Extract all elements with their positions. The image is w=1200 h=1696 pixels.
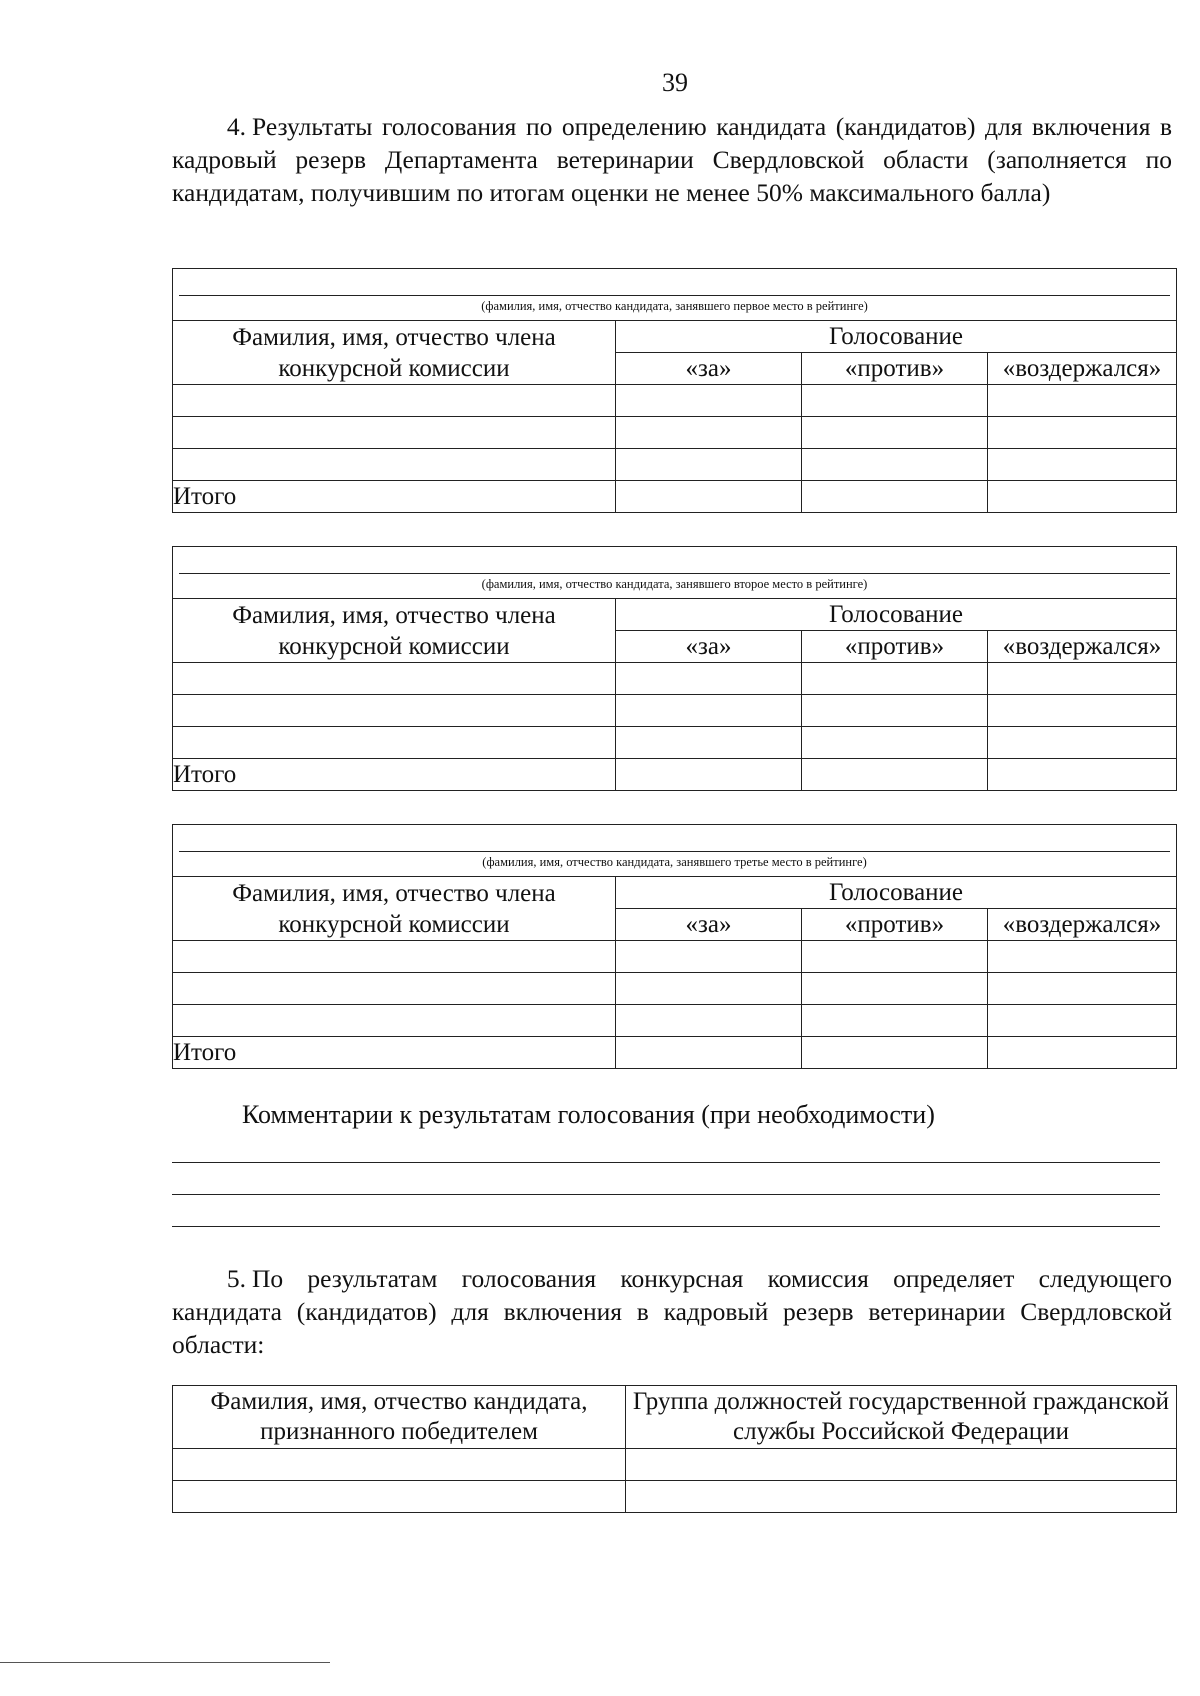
table-row <box>173 663 1177 695</box>
table-cell[interactable] <box>616 727 802 759</box>
candidate-caption: (фамилия, имя, отчество кандидата, занявшего первое место в рейтинге) <box>481 299 868 313</box>
position-group-header: Группа должностей государственной гражданской службы Российской Федерации <box>626 1386 1177 1449</box>
table-cell[interactable] <box>173 727 616 759</box>
comment-line[interactable] <box>172 1162 1160 1163</box>
table-cell[interactable] <box>802 449 988 481</box>
member-header-text: Фамилия, имя, отчество члена конкурсной комиссии <box>232 879 556 938</box>
table-cell[interactable] <box>802 417 988 449</box>
table-row <box>173 449 1177 481</box>
col-abstained: «воздержался» <box>988 909 1177 941</box>
col-against: «против» <box>802 631 988 663</box>
table-cell[interactable] <box>988 941 1177 973</box>
col-for: «за» <box>616 631 802 663</box>
voting-header: Голосование <box>616 321 1177 353</box>
col-against: «против» <box>802 353 988 385</box>
section-4-paragraph <box>172 110 1172 209</box>
section-5-number: 5. <box>226 1264 246 1293</box>
table-row <box>173 973 1177 1005</box>
table-cell[interactable] <box>616 663 802 695</box>
col-for: «за» <box>616 353 802 385</box>
member-header-text: Фамилия, имя, отчество члена конкурсной комиссии <box>232 323 556 382</box>
candidate-name-line <box>179 825 1170 852</box>
candidate-name-field[interactable] <box>173 269 1177 321</box>
table-cell[interactable] <box>616 1037 802 1069</box>
total-label: Итого <box>173 759 616 791</box>
table-cell[interactable] <box>802 481 988 513</box>
total-row <box>173 481 1177 513</box>
footer-divider <box>0 1662 330 1663</box>
table-cell[interactable] <box>988 1037 1177 1069</box>
comments-title: Комментарии к результатам голосования (при необходимости) <box>242 1100 935 1129</box>
table-cell[interactable] <box>802 759 988 791</box>
vote-table-third-place <box>172 824 1177 1069</box>
col-for: «за» <box>616 909 802 941</box>
col-abstained: «воздержался» <box>988 353 1177 385</box>
vote-table-first-place <box>172 268 1177 513</box>
table-cell[interactable] <box>616 385 802 417</box>
table-cell[interactable] <box>616 695 802 727</box>
section-4-text: Результаты голосования по определению кандидата (кандидатов) для включения в кадровый резерв Департамента ветеринарии Свердловской области (заполняется по кандидатам, получившим по итогам оценки не менее 50% максимального балла) <box>172 112 1172 207</box>
table-cell[interactable] <box>173 417 616 449</box>
table-row <box>173 1449 1177 1481</box>
table-cell[interactable] <box>626 1481 1177 1513</box>
total-row <box>173 759 1177 791</box>
table-cell[interactable] <box>626 1449 1177 1481</box>
table-cell[interactable] <box>802 695 988 727</box>
table-cell[interactable] <box>173 385 616 417</box>
table-cell[interactable] <box>173 1005 616 1037</box>
member-header <box>173 599 616 663</box>
table-cell[interactable] <box>988 663 1177 695</box>
table-cell[interactable] <box>988 417 1177 449</box>
comment-line[interactable] <box>172 1226 1160 1227</box>
voting-header: Голосование <box>616 877 1177 909</box>
table-cell[interactable] <box>802 727 988 759</box>
section-5-paragraph <box>172 1262 1172 1361</box>
member-header <box>173 877 616 941</box>
table-row <box>173 385 1177 417</box>
table-cell[interactable] <box>988 449 1177 481</box>
table-cell[interactable] <box>173 663 616 695</box>
page-number: 39 <box>662 68 688 97</box>
table-cell[interactable] <box>616 417 802 449</box>
section-5-text: По результатам голосования конкурсная комиссия определяет следующего кандидата (кандидатов) для включения в кадровый резерв ветеринарии Свердловской области: <box>172 1264 1172 1359</box>
table-cell[interactable] <box>802 1037 988 1069</box>
table-cell[interactable] <box>988 695 1177 727</box>
section-4-number: 4. <box>226 112 246 141</box>
candidate-name-line <box>179 269 1170 296</box>
table-cell[interactable] <box>173 695 616 727</box>
table-cell[interactable] <box>616 481 802 513</box>
table-cell[interactable] <box>616 1005 802 1037</box>
candidate-caption: (фамилия, имя, отчество кандидата, занявшего второе место в рейтинге) <box>481 577 868 591</box>
table-cell[interactable] <box>988 759 1177 791</box>
table-cell[interactable] <box>173 449 616 481</box>
table-cell[interactable] <box>173 941 616 973</box>
table-row <box>173 1481 1177 1513</box>
candidate-caption: (фамилия, имя, отчество кандидата, занявшего третье место в рейтинге) <box>482 855 867 869</box>
col-against: «против» <box>802 909 988 941</box>
table-cell[interactable] <box>802 1005 988 1037</box>
table-cell[interactable] <box>802 663 988 695</box>
table-cell[interactable] <box>173 1449 626 1481</box>
table-cell[interactable] <box>616 941 802 973</box>
total-row <box>173 1037 1177 1069</box>
candidate-name-line <box>179 547 1170 574</box>
table-row <box>173 1005 1177 1037</box>
table-row <box>173 941 1177 973</box>
table-cell[interactable] <box>988 1005 1177 1037</box>
table-cell[interactable] <box>173 1481 626 1513</box>
vote-table-second-place <box>172 546 1177 791</box>
table-cell[interactable] <box>802 973 988 1005</box>
table-row <box>173 695 1177 727</box>
table-row <box>173 727 1177 759</box>
member-header <box>173 321 616 385</box>
total-label: Итого <box>173 481 616 513</box>
table-cell[interactable] <box>988 973 1177 1005</box>
total-label: Итого <box>173 1037 616 1069</box>
voting-header: Голосование <box>616 599 1177 631</box>
member-header-text: Фамилия, имя, отчество члена конкурсной комиссии <box>232 601 556 660</box>
table-cell[interactable] <box>616 973 802 1005</box>
table-cell[interactable] <box>988 727 1177 759</box>
col-abstained: «воздержался» <box>988 631 1177 663</box>
table-cell[interactable] <box>616 759 802 791</box>
table-cell[interactable] <box>802 385 988 417</box>
table-cell[interactable] <box>173 973 616 1005</box>
winner-table <box>172 1385 1177 1513</box>
comment-line[interactable] <box>172 1194 1160 1195</box>
winner-name-header: Фамилия, имя, отчество кандидата, признанного победителем <box>173 1386 626 1449</box>
candidate-name-field[interactable] <box>173 825 1177 877</box>
table-cell[interactable] <box>988 385 1177 417</box>
table-cell[interactable] <box>616 449 802 481</box>
table-row <box>173 417 1177 449</box>
candidate-name-field[interactable] <box>173 547 1177 599</box>
table-cell[interactable] <box>802 941 988 973</box>
table-cell[interactable] <box>988 481 1177 513</box>
